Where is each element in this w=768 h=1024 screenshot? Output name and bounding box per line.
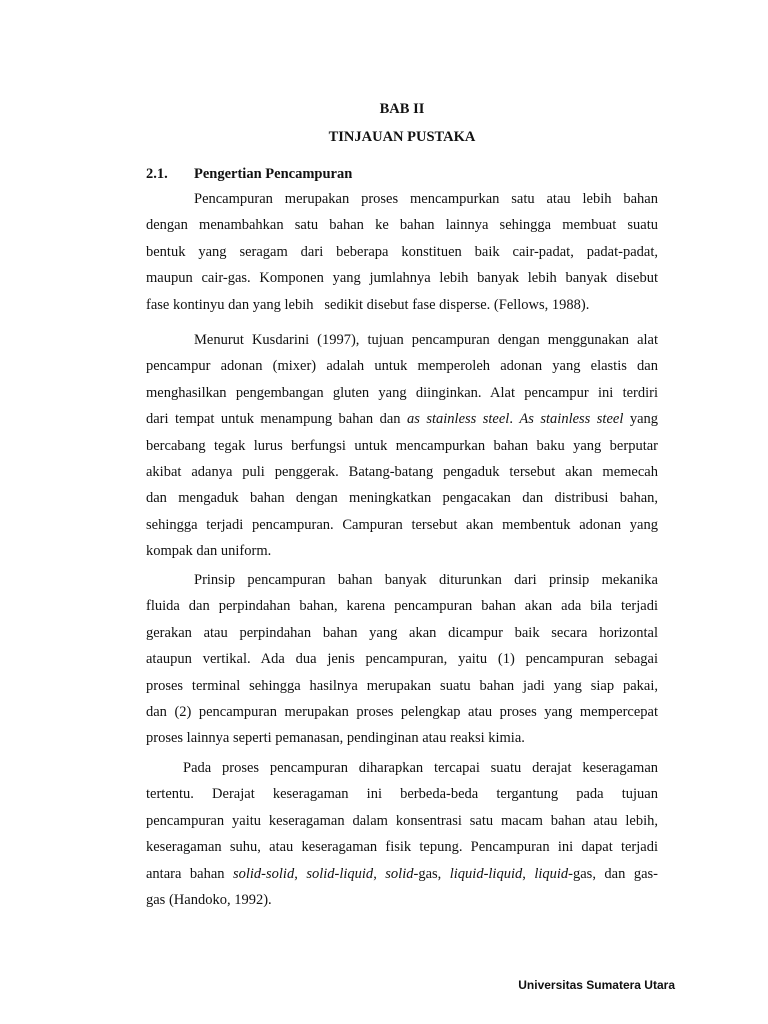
section-title: Pengertian Pencampuran — [194, 166, 353, 182]
paragraph-4 — [146, 755, 658, 913]
text-run: yang — [623, 411, 659, 428]
footer-institution: Universitas Sumatera Utara — [518, 978, 675, 992]
text-run: . — [509, 411, 520, 428]
paragraph-line: gas (Handoko, 1992). — [146, 892, 272, 909]
paragraph-line — [146, 406, 658, 432]
section-number: 2.1. — [146, 166, 168, 182]
chapter-title: TINJAUAN PUSTAKA — [328, 129, 476, 145]
italic-term: solid-solid — [232, 865, 295, 882]
paragraph-line: menghasilkan pengembangan gluten yang diinginkan. Alat pencampur ini terdiri — [146, 384, 658, 401]
italic-term: solid-liquid — [306, 865, 374, 882]
paragraph-line: maupun cair-gas. Komponen yang jumlahnya lebih banyak lebih banyak disebut — [146, 270, 658, 287]
text-run: , — [294, 865, 307, 882]
paragraph-line: Menurut Kusdarini (1997), tujuan pencampuran dengan menggunakan alat — [194, 332, 658, 348]
paragraph-line — [146, 861, 658, 887]
paragraph-3 — [146, 567, 658, 752]
paragraph-line: proses lainnya seperti pemanasan, pendinginan atau reaksi kimia. — [146, 730, 525, 747]
paragraph-line: keseragaman suhu, atau keseragaman fisik tepung. Pencampuran ini dapat terjadi — [146, 839, 658, 856]
paragraph-2 — [146, 327, 658, 565]
italic-term: as stainless steel — [407, 411, 510, 428]
paragraph-line: dan (2) pencampuran merupakan proses pelengkap atau proses yang mempercepat — [146, 704, 658, 721]
paragraph-line: tertentu. Derajat keseragaman ini berbeda-beda tergantung pada tujuan — [146, 786, 658, 803]
paragraph-line: Pada proses pencampuran diharapkan tercapai suatu derajat keseragaman — [183, 760, 658, 776]
text-run: dari tempat untuk menampung bahan dan — [146, 411, 407, 428]
paragraph-line: dan mengaduk bahan dengan meningkatkan pengacakan dan distribusi bahan, — [146, 490, 658, 507]
paragraph-line: bercabang tegak lurus berfungsi untuk mencampurkan bahan baku yang berputar — [146, 437, 658, 454]
text-run: -gas, — [413, 865, 450, 882]
paragraph-line: bentuk yang seragam dari beberapa konstituen baik cair-padat, padat-padat, — [146, 243, 658, 260]
text-run: -gas, dan gas- — [568, 865, 658, 882]
text-run: , — [373, 865, 386, 882]
chapter-number: BAB II — [379, 101, 425, 117]
paragraph-line: fluida dan perpindahan bahan, karena pencampuran bahan akan ada bila terjadi — [146, 598, 658, 615]
paragraph-line: gerakan atau perpindahan bahan yang akan dicampur baik secara horizontal — [146, 624, 658, 641]
paragraph-line: Pencampuran merupakan proses mencampurkan satu atau lebih bahan — [194, 191, 658, 207]
italic-term: As stainless steel — [519, 411, 624, 428]
paragraph-line: pencampur adonan (mixer) adalah untuk memperoleh adonan yang elastis dan — [146, 358, 658, 375]
italic-term: liquid — [534, 865, 569, 882]
paragraph-line: akibat adanya puli penggerak. Batang-batang pengaduk tersebut akan memecah — [146, 464, 658, 481]
paragraph-line: sehingga terjadi pencampuran. Campuran tersebut akan membentuk adonan yang — [146, 516, 658, 533]
paragraph-line: kompak dan uniform. — [146, 543, 272, 560]
paragraph-line: Prinsip pencampuran bahan banyak diturunkan dari prinsip mekanika — [194, 572, 658, 588]
paragraph-line: fase kontinyu dan yang lebih sedikit disebut fase disperse. (Fellows, 1988). — [146, 296, 590, 313]
text-run: , — [522, 865, 535, 882]
paragraph-line: dengan menambahkan satu bahan ke bahan lainnya sehingga membuat suatu — [146, 217, 658, 234]
paragraph-line: ataupun vertikal. Ada dua jenis pencampuran, yaitu (1) pencampuran sebagai — [146, 651, 658, 668]
section-heading — [146, 165, 352, 183]
paragraph-1 — [146, 186, 658, 318]
text-run: antara bahan — [146, 865, 233, 882]
paragraph-line: proses terminal sehingga hasilnya merupakan suatu bahan jadi yang siap pakai, — [146, 677, 658, 694]
italic-term: liquid-liquid — [449, 865, 523, 882]
italic-term: solid — [385, 865, 414, 882]
paragraph-line: pencampuran yaitu keseragaman dalam konsentrasi satu macam bahan atau lebih, — [146, 812, 658, 829]
